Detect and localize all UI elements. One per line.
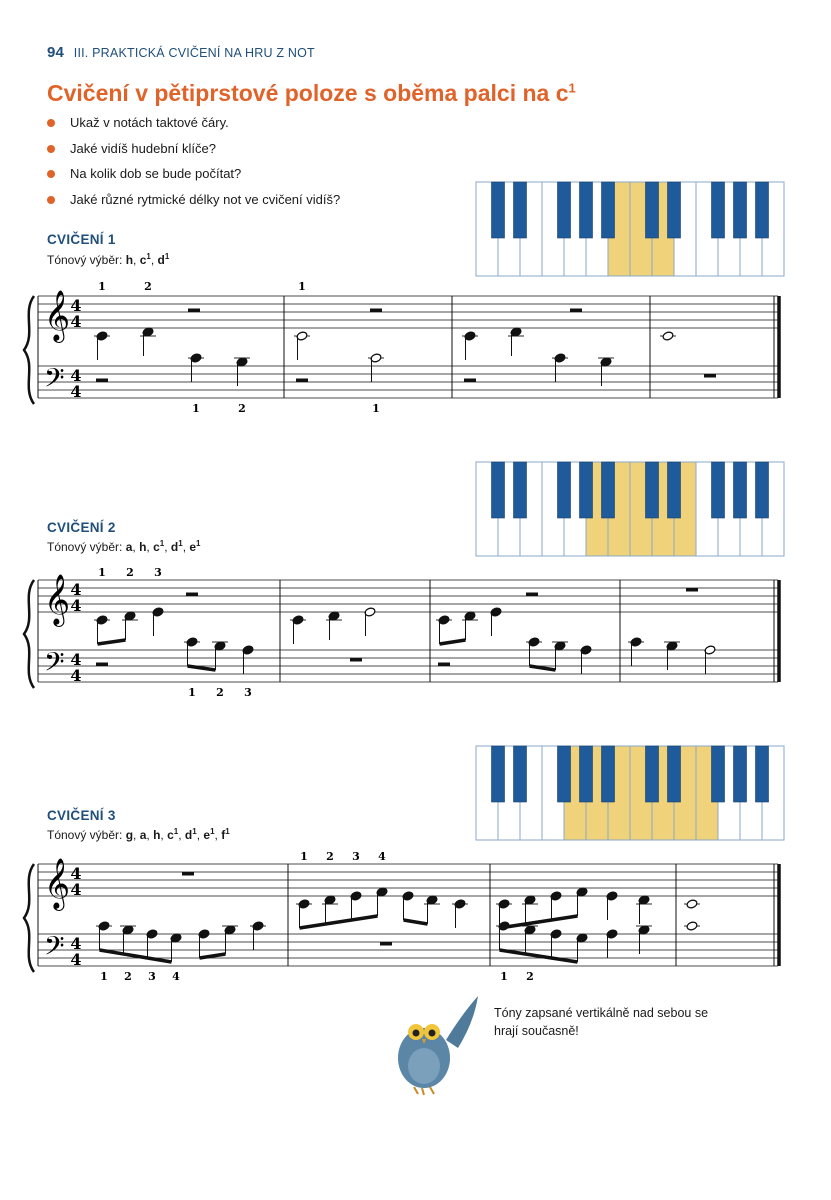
fingering-number: 2 [126, 566, 134, 579]
black-key [646, 462, 659, 518]
exercise-1-range: Tónový výběr: h, $c^1$, $d^1$ [47, 252, 170, 267]
black-key [580, 182, 593, 238]
bass-time-sig-top: 4 [70, 934, 82, 953]
black-key [668, 746, 681, 802]
range-note: h [153, 828, 161, 842]
owl-tip: Tóny zapsané vertikálně nad sebou se hrají současně! [494, 1006, 709, 1038]
exercise-3-title: CVIČENÍ 3 [47, 808, 116, 823]
black-key [734, 462, 747, 518]
black-key [492, 462, 505, 518]
range-note: c [167, 828, 174, 842]
black-key [580, 746, 593, 802]
fingering-number: 1 [500, 970, 508, 983]
page-title [47, 80, 576, 107]
bass-time-sig-bottom: 4 [70, 382, 82, 401]
black-key [756, 182, 769, 238]
owl-illustration [388, 992, 480, 1096]
fingering-number: 1 [188, 686, 196, 699]
range-label: Tónový výběr: [47, 540, 126, 554]
staff-1 [20, 282, 790, 422]
beam [200, 954, 226, 958]
half-rest [186, 593, 198, 597]
range-note: d [170, 540, 179, 554]
range-note: a [125, 540, 133, 554]
brace [24, 864, 34, 972]
fingering-number: 3 [154, 566, 162, 579]
range-note-octave: 1 [178, 539, 183, 548]
keyboard-1 [476, 182, 784, 278]
bass-clef-icon: 𝄢 [44, 646, 65, 684]
bass-time-sig-top: 4 [70, 366, 82, 385]
treble-time-sig-bottom: 4 [70, 880, 82, 899]
beam [404, 920, 428, 924]
black-key [712, 746, 725, 802]
fingering-number: 4 [378, 850, 386, 863]
page-number: 94 [47, 44, 65, 61]
question-list [47, 115, 340, 217]
brace [24, 580, 34, 688]
black-key [514, 462, 527, 518]
range-note-octave: 1 [210, 827, 215, 836]
whole-rest [182, 872, 194, 876]
range-note: h [125, 253, 134, 267]
chapter-title: III. PRAKTICKÁ CVIČENÍ NA HRU Z NOT [73, 46, 315, 60]
half-rest [96, 379, 108, 383]
half-rest [526, 593, 538, 597]
question-item: Ukaž v notách taktové čáry. [47, 115, 340, 141]
bass-time-sig-bottom: 4 [70, 666, 82, 685]
black-key [602, 746, 615, 802]
half-rest [464, 379, 476, 383]
beam [188, 666, 216, 670]
exercise-2-range: Tónový výběr: a, h, $c^1$, $d^1$, $e^1$ [47, 539, 201, 554]
range-note-octave: 1 [164, 252, 170, 261]
fingering-number: 3 [352, 850, 360, 863]
fingering-number: 1 [192, 402, 200, 415]
range-note-octave: 1 [159, 539, 165, 548]
beam [440, 640, 466, 644]
half-rest [188, 309, 200, 313]
treble-clef-icon: 𝄞 [44, 290, 71, 341]
note-c1 [686, 899, 698, 909]
note-c1 [662, 331, 674, 341]
range-label: Tónový výběr: [47, 828, 126, 842]
treble-clef-icon: 𝄞 [44, 574, 71, 625]
black-key [712, 182, 725, 238]
beam [98, 640, 126, 644]
black-key [492, 746, 505, 802]
page-title-sup: 1 [568, 80, 576, 96]
fingering-number: 1 [98, 280, 106, 293]
whole-rest [704, 374, 716, 378]
black-key [558, 462, 571, 518]
black-key [668, 182, 681, 238]
beam [500, 950, 578, 962]
black-key [602, 182, 615, 238]
range-note-octave: 1 [192, 827, 197, 836]
black-key [492, 182, 505, 238]
exercise-3-range: Tónový výběr: g, a, h, $c^1$, $d^1$, $e^1$, $f^1$ [47, 827, 230, 842]
black-key [756, 746, 769, 802]
beam [100, 950, 172, 962]
black-key [602, 462, 615, 518]
page-title-text: Cvičení v pětiprstové poloze s oběma palci na c [47, 80, 569, 106]
bass-clef-icon: 𝄢 [44, 930, 65, 968]
treble-clef-icon: 𝄞 [44, 858, 71, 909]
black-key [712, 462, 725, 518]
fingering-number: 2 [216, 686, 224, 699]
fingering-number: 2 [238, 402, 246, 415]
fingering-number: 2 [144, 280, 152, 293]
treble-time-sig-top: 4 [70, 296, 82, 315]
fingering-number: 2 [326, 850, 334, 863]
black-key [756, 462, 769, 518]
question-item: Na kolik dob se bude počítat? [47, 166, 340, 192]
black-key [558, 182, 571, 238]
staff-3 [20, 850, 790, 990]
black-key [734, 182, 747, 238]
range-label: Tónový výběr: [47, 253, 126, 267]
half-rest [370, 309, 382, 313]
range-note-octave: 1 [146, 252, 151, 261]
treble-time-sig-bottom: 4 [70, 312, 82, 331]
black-key [514, 182, 527, 238]
range-note: a [139, 828, 147, 842]
whole-rest [350, 658, 362, 662]
fingering-number: 2 [526, 970, 534, 983]
treble-time-sig-top: 4 [70, 580, 82, 599]
page-header [47, 44, 315, 61]
brace [24, 296, 34, 404]
exercise-1-title: CVIČENÍ 1 [47, 232, 116, 247]
range-note: g [125, 828, 134, 842]
half-rest [570, 309, 582, 313]
range-note-octave: 1 [196, 539, 201, 548]
note-c1 [686, 921, 698, 931]
black-key [734, 746, 747, 802]
keyboard-3 [476, 746, 784, 842]
range-note: c [153, 540, 160, 554]
beam [300, 916, 378, 928]
black-key [646, 746, 659, 802]
staff-2 [20, 566, 790, 706]
fingering-number: 2 [124, 970, 132, 983]
whole-rest [686, 588, 698, 592]
range-note: h [139, 540, 147, 554]
range-note-octave: 1 [173, 827, 179, 836]
bass-time-sig-top: 4 [70, 650, 82, 669]
treble-time-sig-bottom: 4 [70, 596, 82, 615]
keyboard-2 [476, 462, 784, 558]
beam [530, 666, 556, 670]
half-rest [296, 379, 308, 383]
fingering-number: 4 [172, 970, 180, 983]
fingering-number: 1 [372, 402, 380, 415]
range-note: d [157, 253, 165, 267]
whole-rest [380, 942, 392, 946]
treble-time-sig-top: 4 [70, 864, 82, 883]
exercise-2-title: CVIČENÍ 2 [47, 520, 116, 535]
half-rest [438, 663, 450, 667]
fingering-number: 1 [100, 970, 108, 983]
range-note: f [221, 828, 226, 842]
range-note: e [203, 828, 211, 842]
range-note-octave: 1 [225, 827, 230, 836]
bass-time-sig-bottom: 4 [70, 950, 82, 969]
black-key [558, 746, 571, 802]
black-key [580, 462, 593, 518]
fingering-number: 3 [148, 970, 156, 983]
black-key [514, 746, 527, 802]
fingering-number: 1 [98, 566, 106, 579]
half-rest [96, 663, 108, 667]
black-key [646, 182, 659, 238]
bass-clef-icon: 𝄢 [44, 362, 65, 400]
range-note: d [184, 828, 193, 842]
black-key [668, 462, 681, 518]
fingering-number: 1 [298, 280, 306, 293]
fingering-number: 1 [300, 850, 308, 863]
range-note: e [189, 540, 197, 554]
range-note: c [139, 253, 147, 267]
question-item: Jaké různé rytmické délky not ve cvičení vidíš? [47, 192, 340, 218]
question-item: Jaké vidíš hudební klíče? [47, 141, 340, 167]
fingering-number: 3 [244, 686, 252, 699]
